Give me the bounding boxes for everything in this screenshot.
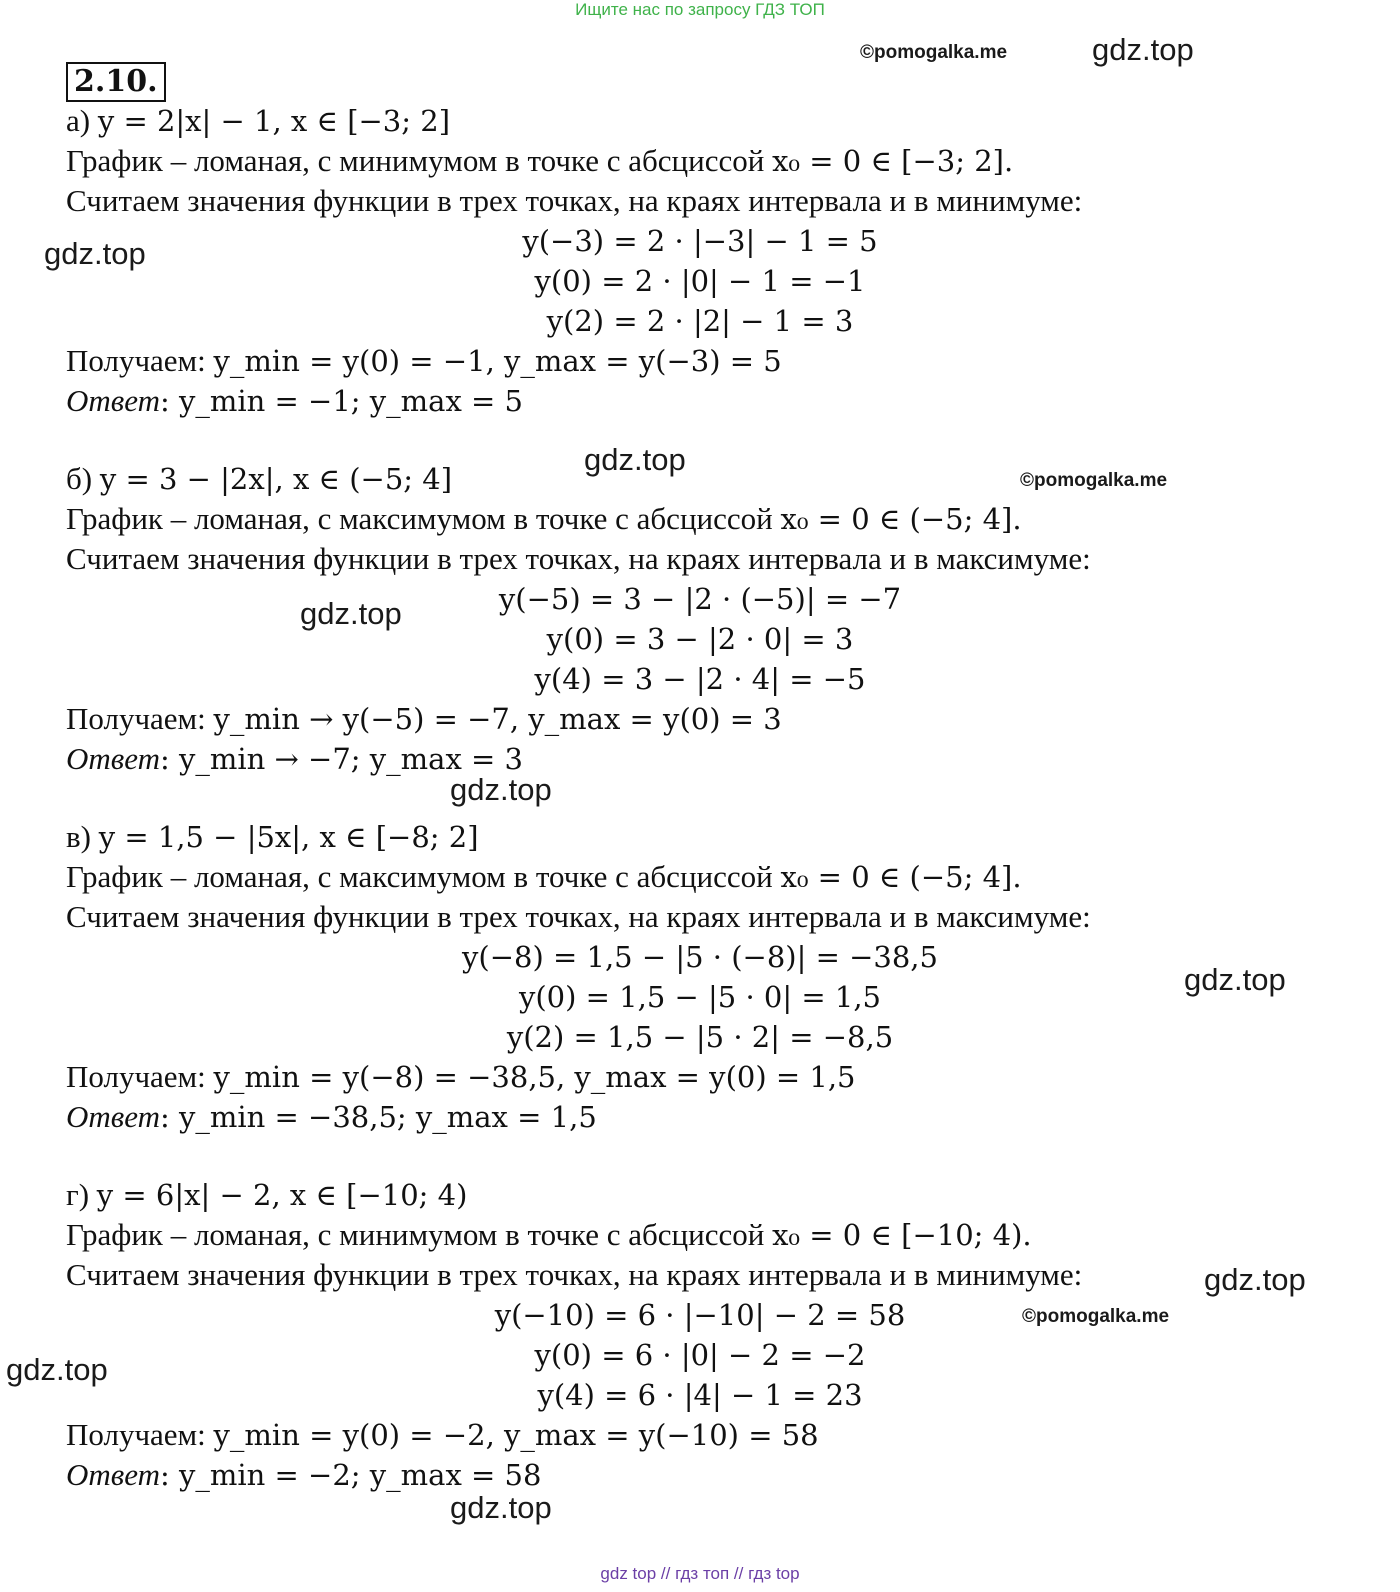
part-label: в) [66,819,91,854]
part-label: а) [66,103,91,138]
extremum-point: x₀ = 0 ∈ [−10; 4). [772,1218,1032,1252]
gdz-watermark: gdz.top [44,236,146,271]
part-a-graph-line [66,142,1013,180]
function-definition: y = 2|x| − 1, x ∈ [−3; 2] [97,104,451,138]
calc-line: y(−3) = 2 · |−3| − 1 = 5 [522,224,878,258]
part-a-answer [66,382,523,420]
part-a-statement [66,102,450,140]
result-label: Получаем: [66,1417,206,1452]
part-b-answer [66,740,523,778]
answer-value: : y_min = −1; y_max = 5 [159,384,523,418]
calc-line: y(2) = 1,5 − |5 · 2| = −8,5 [506,1020,894,1054]
part-a-count-line: Считаем значения функции в трех точках, на краях интервала и в минимуме: [66,183,1083,218]
part-v-count-line: Считаем значения функции в трех точках, на краях интервала и в максимуме: [66,899,1091,934]
answer-label: Ответ [66,1457,160,1492]
gdz-watermark: gdz.top [1184,962,1286,997]
part-b-result [66,700,782,738]
problem-number: 2.10. [66,62,166,102]
calc-line: y(−5) = 3 − |2 · (−5)| = −7 [498,582,902,616]
result-label: Получаем: [66,343,206,378]
result-value: y_min → y(−5) = −7, y_max = y(0) = 3 [213,702,782,736]
top-banner: Ищите нас по запросу ГДЗ ТОП [575,0,825,19]
gdz-watermark: gdz.top [6,1352,108,1387]
part-v-statement [66,818,479,856]
part-label: г) [66,1177,90,1212]
extremum-point: x₀ = 0 ∈ (−5; 4]. [780,860,1022,894]
graph-description: График – ломаная, с минимумом в точке с абсциссой [66,1217,765,1252]
gdz-watermark: gdz.top [584,442,686,477]
result-label: Получаем: [66,701,206,736]
gdz-watermark: gdz.top [1204,1262,1306,1297]
part-label: б) [66,461,93,496]
gdz-watermark: gdz.top [1092,32,1194,67]
result-value: y_min = y(0) = −2, y_max = y(−10) = 58 [213,1418,819,1452]
extremum-point: x₀ = 0 ∈ (−5; 4]. [780,502,1022,536]
graph-description: График – ломаная, с минимумом в точке с абсциссой [66,143,765,178]
calc-line: y(−8) = 1,5 − |5 · (−8)| = −38,5 [462,940,938,974]
result-label: Получаем: [66,1059,206,1094]
calc-line: y(4) = 6 · |4| − 1 = 23 [537,1378,863,1412]
extremum-point: x₀ = 0 ∈ [−3; 2]. [772,144,1014,178]
part-v-answer [66,1098,597,1136]
part-a-result [66,342,782,380]
function-definition: y = 1,5 − |5x|, x ∈ [−8; 2] [98,820,479,854]
graph-description: График – ломаная, с максимумом в точке с абсциссой [66,859,773,894]
pomogalka-watermark: ©pomogalka.me [1020,470,1168,491]
part-g-statement [66,1176,467,1214]
part-v-result [66,1058,856,1096]
function-definition: y = 6|x| − 2, x ∈ [−10; 4) [96,1178,468,1212]
calc-line: y(0) = 3 − |2 · 0| = 3 [546,622,854,656]
answer-label: Ответ [66,383,160,418]
answer-label: Ответ [66,741,160,776]
part-b-statement [66,460,452,498]
gdz-watermark: gdz.top [300,596,402,631]
part-g-count-line: Считаем значения функции в трех точках, на краях интервала и в минимуме: [66,1257,1083,1292]
graph-description: График – ломаная, с максимумом в точке с абсциссой [66,501,773,536]
answer-value: : y_min = −38,5; y_max = 1,5 [159,1100,597,1134]
part-g-answer [66,1456,541,1494]
result-value: y_min = y(−8) = −38,5, y_max = y(0) = 1,5 [213,1060,856,1094]
answer-value: : y_min → −7; y_max = 3 [159,742,523,776]
calc-line: y(0) = 6 · |0| − 2 = −2 [534,1338,866,1372]
calc-line: y(2) = 2 · |2| − 1 = 3 [546,304,854,338]
calc-line: y(0) = 2 · |0| − 1 = −1 [534,264,866,298]
part-g-graph-line [66,1216,1032,1254]
gdz-watermark: gdz.top [450,1490,552,1525]
pomogalka-watermark: ©pomogalka.me [860,42,1008,63]
answer-label: Ответ [66,1099,160,1134]
gdz-watermark: gdz.top [450,772,552,807]
part-v-graph-line [66,858,1022,896]
calc-line: y(−10) = 6 · |−10| − 2 = 58 [494,1298,906,1332]
answer-value: : y_min = −2; y_max = 58 [159,1458,542,1492]
part-b-graph-line [66,500,1022,538]
function-definition: y = 3 − |2x|, x ∈ (−5; 4] [99,462,453,496]
result-value: y_min = y(0) = −1, y_max = y(−3) = 5 [213,344,782,378]
pomogalka-watermark: ©pomogalka.me [1022,1306,1170,1327]
footer-links: gdz top // гдз топ // гдз top [600,1564,800,1583]
calc-line: y(0) = 1,5 − |5 · 0| = 1,5 [518,980,881,1014]
part-b-count-line: Считаем значения функции в трех точках, на краях интервала и в максимуме: [66,541,1091,576]
calc-line: y(4) = 3 − |2 · 4| = −5 [534,662,866,696]
part-g-result [66,1416,819,1454]
